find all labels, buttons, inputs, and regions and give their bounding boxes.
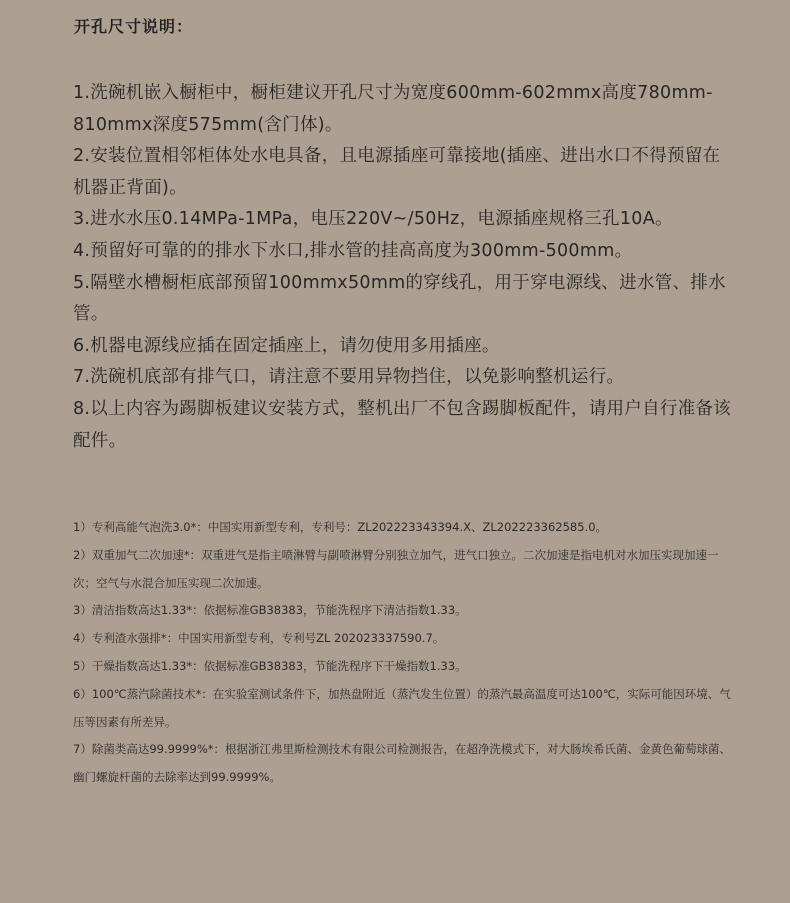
instruction-item-3: 3.进水水压0.14MPa-1MPa，电压220V~/50Hz，电源插座规格三孔10A。	[73, 209, 673, 230]
footnote-3: 3）清洁指数高达1.33*：依据标准GB38383，节能洗程序下清洁指数1.33。	[73, 603, 467, 618]
footnote-4: 4）专利渣水强排*：中国实用新型专利，专利号ZL 202023337590.7。	[73, 631, 445, 646]
instruction-item-4: 4.预留好可靠的的排水下水口,排水管的挂高高度为300mm-500mm。	[73, 240, 633, 261]
footnote-6: 6）100℃蒸汽除菌技术*：在实验室测试条件下，加热盘附近（蒸汽发生位置）的蒸汽最高温度可达100℃，实际可能因环境、气压等因素有所差异。	[73, 686, 731, 729]
instruction-item-2: 2.安装位置相邻柜体处水电具备，且电源插座可靠接地(插座、进出水口不得预留在机器正背面)。	[73, 146, 721, 198]
footnotes-list	[73, 514, 733, 792]
instruction-item-5: 5.隔壁水槽橱柜底部预留100mmx50mm的穿线孔，用于穿电源线、进水管、排水管。	[73, 272, 726, 325]
instruction-item-1: 1.洗碗机嵌入橱柜中，橱柜建议开孔尺寸为宽度600mm-602mmx高度780mm-810mmx深度575mm(含门体)。	[73, 83, 713, 135]
instruction-item-6: 6.机器电源线应插在固定插座上，请勿使用多用插座。	[73, 335, 500, 356]
instruction-item-8: 8.以上内容为踢脚板建议安装方式，整机出厂不包含踢脚板配件，请用户自行准备该配件。	[73, 398, 732, 451]
page-title: 开孔尺寸说明：	[74, 17, 194, 36]
footnote-7: 7）除菌类高达99.9999%*：根据浙江弗里斯检测技术有限公司检测报告，在超净洗模式下，对大肠埃希氏菌、金黄色葡萄球菌、幽门螺旋杆菌的去除率达到99.9999%。	[73, 742, 732, 785]
instruction-item-7: 7.洗碗机底部有排气口，请注意不要用异物挡住，以免影响整机运行。	[73, 367, 625, 388]
footnote-2: 2）双重加气二次加速*：双重进气是指主喷淋臂与副喷淋臂分别独立加气，进气口独立。二次加速是指电机对水加压实现加速一次；空气与水混合加压实现二次加速。	[73, 547, 719, 590]
installation-instructions-list	[73, 78, 733, 457]
footnote-5: 5）干燥指数高达1.33*：依据标准GB38383，节能洗程序下干燥指数1.33。	[73, 658, 467, 673]
footnote-1: 1）专利高能气泡洗3.0*：中国实用新型专利，专利号：ZL202223343394.X、ZL202223362585.0。	[73, 520, 608, 534]
